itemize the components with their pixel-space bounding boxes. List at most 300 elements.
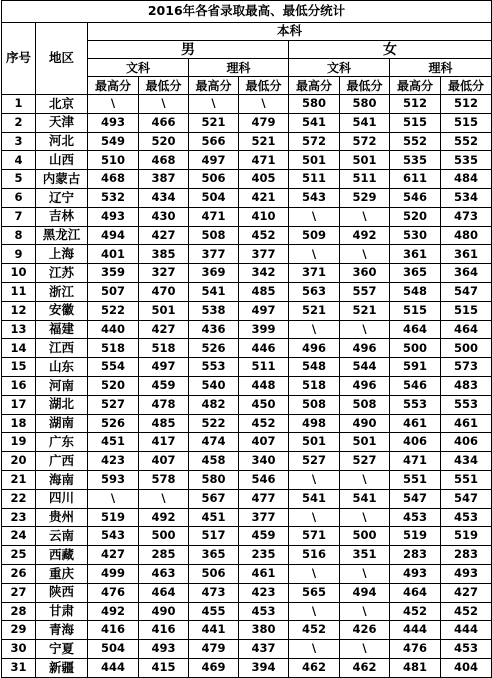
- male-like-min: 421: [239, 188, 289, 207]
- male-wenke-min: 518: [139, 339, 189, 358]
- male-wenke-max: 416: [88, 621, 139, 640]
- row-number: 18: [2, 414, 36, 433]
- female-like-max: 546: [390, 188, 441, 207]
- female-wenke-min: \: [340, 602, 390, 621]
- male-like-max: 538: [189, 301, 239, 320]
- female-wenke-max: 516: [289, 546, 340, 565]
- table-row: [2, 339, 492, 358]
- table-row: [2, 376, 492, 395]
- male-like-max: 436: [189, 320, 239, 339]
- male-wenke-max: \: [88, 95, 139, 114]
- female-like-max: 471: [390, 452, 441, 471]
- female-like-max: 444: [390, 621, 441, 640]
- male-like-max: 471: [189, 207, 239, 226]
- region-name: 山西: [36, 151, 88, 170]
- female-like-max: 530: [390, 226, 441, 245]
- region-name: 河北: [36, 132, 88, 151]
- male-wenke-min: 578: [139, 470, 189, 489]
- female-like-max: 452: [390, 602, 441, 621]
- male-like-min: 405: [239, 170, 289, 189]
- female-like-min: 519: [441, 527, 492, 546]
- female-wenke-max: 462: [289, 658, 340, 677]
- female-wenke-min: 511: [340, 170, 390, 189]
- region-name: 江西: [36, 339, 88, 358]
- male-wenke-max: 549: [88, 132, 139, 151]
- row-number: 10: [2, 264, 36, 283]
- region-name: 黑龙江: [36, 226, 88, 245]
- male-wenke-max: 476: [88, 583, 139, 602]
- female-wenke-min: 501: [340, 433, 390, 452]
- female-wenke-min: 541: [340, 113, 390, 132]
- male-like-min: 377: [239, 508, 289, 527]
- row-number: 24: [2, 527, 36, 546]
- region-name: 云南: [36, 527, 88, 546]
- male-wenke-min: \: [139, 489, 189, 508]
- male-like-min: 497: [239, 301, 289, 320]
- score-table: [1, 0, 492, 678]
- row-number: 14: [2, 339, 36, 358]
- female-like-max: 406: [390, 433, 441, 452]
- male-wenke-min: 500: [139, 527, 189, 546]
- row-number: 8: [2, 226, 36, 245]
- female-like-max: 520: [390, 207, 441, 226]
- region-name: 海南: [36, 470, 88, 489]
- max-header: 最高分: [88, 77, 139, 95]
- male-wenke-min: 387: [139, 170, 189, 189]
- male-wenke-max: 492: [88, 602, 139, 621]
- female-like-header: 理科: [390, 59, 492, 77]
- female-like-min: 453: [441, 508, 492, 527]
- male-wenke-min: 407: [139, 452, 189, 471]
- female-wenke-max: \: [289, 320, 340, 339]
- male-like-max: 497: [189, 151, 239, 170]
- row-number: 16: [2, 376, 36, 395]
- male-wenke-max: 493: [88, 113, 139, 132]
- female-like-min: 427: [441, 583, 492, 602]
- female-wenke-min: 501: [340, 151, 390, 170]
- table-row: [2, 433, 492, 452]
- male-like-min: 423: [239, 583, 289, 602]
- male-like-min: 437: [239, 640, 289, 659]
- male-wenke-max: 518: [88, 339, 139, 358]
- male-wenke-min: 501: [139, 301, 189, 320]
- male-wenke-min: 478: [139, 395, 189, 414]
- male-like-min: 342: [239, 264, 289, 283]
- female-like-max: 481: [390, 658, 441, 677]
- min-header: 最低分: [340, 77, 390, 95]
- female-wenke-min: \: [340, 640, 390, 659]
- male-like-max: 377: [189, 245, 239, 264]
- female-like-max: 552: [390, 132, 441, 151]
- table-row: [2, 207, 492, 226]
- male-like-max: 517: [189, 527, 239, 546]
- female-wenke-max: 501: [289, 151, 340, 170]
- row-number: 21: [2, 470, 36, 489]
- male-like-header: 理科: [189, 59, 289, 77]
- female-wenke-max: 498: [289, 414, 340, 433]
- female-wenke-min: 557: [340, 282, 390, 301]
- female-wenke-min: 360: [340, 264, 390, 283]
- female-like-min: 464: [441, 320, 492, 339]
- female-like-max: 461: [390, 414, 441, 433]
- male-like-min: 446: [239, 339, 289, 358]
- female-wenke-max: \: [289, 602, 340, 621]
- male-wenke-max: 427: [88, 546, 139, 565]
- region-name: 甘肃: [36, 602, 88, 621]
- male-header: 男: [88, 41, 289, 59]
- male-wenke-max: 440: [88, 320, 139, 339]
- table-row: [2, 414, 492, 433]
- female-like-max: 515: [390, 301, 441, 320]
- female-wenke-max: 527: [289, 452, 340, 471]
- male-wenke-max: 504: [88, 640, 139, 659]
- region-name: 江苏: [36, 264, 88, 283]
- female-like-max: 512: [390, 95, 441, 114]
- table-row: [2, 301, 492, 320]
- male-wenke-min: 463: [139, 564, 189, 583]
- male-wenke-max: 468: [88, 170, 139, 189]
- table-row: [2, 264, 492, 283]
- male-like-min: 407: [239, 433, 289, 452]
- male-wenke-max: 532: [88, 188, 139, 207]
- table-row: [2, 489, 492, 508]
- female-wenke-max: \: [289, 207, 340, 226]
- male-like-min: 340: [239, 452, 289, 471]
- male-wenke-min: 497: [139, 358, 189, 377]
- table-row: [2, 527, 492, 546]
- female-like-min: 484: [441, 170, 492, 189]
- male-wenke-max: 543: [88, 527, 139, 546]
- female-like-min: 515: [441, 113, 492, 132]
- female-wenke-max: 509: [289, 226, 340, 245]
- table-row: [2, 320, 492, 339]
- male-like-max: 455: [189, 602, 239, 621]
- female-like-min: 473: [441, 207, 492, 226]
- region-name: 天津: [36, 113, 88, 132]
- table-row: [2, 245, 492, 264]
- female-wenke-max: 371: [289, 264, 340, 283]
- male-like-min: 461: [239, 564, 289, 583]
- female-wenke-max: 571: [289, 527, 340, 546]
- female-wenke-max: 580: [289, 95, 340, 114]
- region-name: 重庆: [36, 564, 88, 583]
- row-number: 11: [2, 282, 36, 301]
- region-name: 宁夏: [36, 640, 88, 659]
- female-like-max: 464: [390, 320, 441, 339]
- row-number: 25: [2, 546, 36, 565]
- male-like-min: 477: [239, 489, 289, 508]
- female-wenke-min: 529: [340, 188, 390, 207]
- row-number: 9: [2, 245, 36, 264]
- male-like-max: 508: [189, 226, 239, 245]
- male-wenke-min: \: [139, 95, 189, 114]
- female-wenke-max: 565: [289, 583, 340, 602]
- benke-header: 本科: [88, 23, 492, 41]
- male-wenke-min: 470: [139, 282, 189, 301]
- male-wenke-min: 464: [139, 583, 189, 602]
- male-like-min: 452: [239, 414, 289, 433]
- female-like-min: 553: [441, 395, 492, 414]
- female-like-min: 535: [441, 151, 492, 170]
- male-like-max: 506: [189, 564, 239, 583]
- female-like-min: 493: [441, 564, 492, 583]
- region-name: 辽宁: [36, 188, 88, 207]
- max-header: 最高分: [189, 77, 239, 95]
- region-name: 吉林: [36, 207, 88, 226]
- male-like-min: 521: [239, 132, 289, 151]
- male-like-max: 441: [189, 621, 239, 640]
- table-row: [2, 113, 492, 132]
- male-like-max: 567: [189, 489, 239, 508]
- female-like-max: 547: [390, 489, 441, 508]
- female-wenke-min: 580: [340, 95, 390, 114]
- female-like-min: 512: [441, 95, 492, 114]
- male-like-max: 469: [189, 658, 239, 677]
- female-wenke-min: 496: [340, 339, 390, 358]
- female-wenke-min: 351: [340, 546, 390, 565]
- male-wenke-min: 468: [139, 151, 189, 170]
- female-like-max: 548: [390, 282, 441, 301]
- row-number: 23: [2, 508, 36, 527]
- table-row: [2, 621, 492, 640]
- region-name: 湖南: [36, 414, 88, 433]
- female-wenke-max: 572: [289, 132, 340, 151]
- row-number: 28: [2, 602, 36, 621]
- male-wenke-min: 466: [139, 113, 189, 132]
- female-like-min: 500: [441, 339, 492, 358]
- male-wenke-min: 490: [139, 602, 189, 621]
- table-row: [2, 583, 492, 602]
- female-like-min: 483: [441, 376, 492, 395]
- male-like-max: 580: [189, 470, 239, 489]
- female-wenke-min: 521: [340, 301, 390, 320]
- female-wenke-min: 544: [340, 358, 390, 377]
- male-wenke-min: 520: [139, 132, 189, 151]
- male-wenke-max: 444: [88, 658, 139, 677]
- male-like-max: \: [189, 95, 239, 114]
- male-wenke-max: \: [88, 489, 139, 508]
- female-wenke-min: \: [340, 245, 390, 264]
- row-number: 27: [2, 583, 36, 602]
- male-wenke-min: 459: [139, 376, 189, 395]
- male-like-min: 235: [239, 546, 289, 565]
- row-number: 19: [2, 433, 36, 452]
- male-like-min: 471: [239, 151, 289, 170]
- male-wenke-min: 417: [139, 433, 189, 452]
- female-like-min: 444: [441, 621, 492, 640]
- row-number: 1: [2, 95, 36, 114]
- table-row: [2, 282, 492, 301]
- female-wenke-min: 494: [340, 583, 390, 602]
- male-like-min: 452: [239, 226, 289, 245]
- female-wenke-max: 521: [289, 301, 340, 320]
- row-number: 30: [2, 640, 36, 659]
- male-like-max: 365: [189, 546, 239, 565]
- row-number: 22: [2, 489, 36, 508]
- female-like-max: 551: [390, 470, 441, 489]
- female-like-max: 553: [390, 395, 441, 414]
- female-wenke-min: 490: [340, 414, 390, 433]
- male-wenke-min: 493: [139, 640, 189, 659]
- female-like-min: 480: [441, 226, 492, 245]
- female-like-min: 547: [441, 489, 492, 508]
- male-wenke-min: 427: [139, 320, 189, 339]
- table-title: 2016年各省录取最高、最低分统计: [2, 1, 492, 23]
- table-row: [2, 546, 492, 565]
- male-wenke-max: 493: [88, 207, 139, 226]
- female-like-min: 534: [441, 188, 492, 207]
- male-like-min: 450: [239, 395, 289, 414]
- female-wenke-max: \: [289, 564, 340, 583]
- female-wenke-max: 496: [289, 339, 340, 358]
- female-wenke-max: 541: [289, 489, 340, 508]
- male-like-max: 566: [189, 132, 239, 151]
- male-like-max: 506: [189, 170, 239, 189]
- male-wenke-min: 327: [139, 264, 189, 283]
- male-like-max: 541: [189, 282, 239, 301]
- region-name: 四川: [36, 489, 88, 508]
- male-like-min: \: [239, 95, 289, 114]
- min-header: 最低分: [239, 77, 289, 95]
- table-row: [2, 226, 492, 245]
- region-name: 安徽: [36, 301, 88, 320]
- male-like-min: 410: [239, 207, 289, 226]
- female-like-max: 500: [390, 339, 441, 358]
- female-like-min: 406: [441, 433, 492, 452]
- male-like-min: 479: [239, 113, 289, 132]
- female-like-min: 453: [441, 640, 492, 659]
- male-wenke-max: 359: [88, 264, 139, 283]
- male-like-max: 482: [189, 395, 239, 414]
- row-number: 7: [2, 207, 36, 226]
- male-like-max: 479: [189, 640, 239, 659]
- female-like-min: 573: [441, 358, 492, 377]
- row-number: 26: [2, 564, 36, 583]
- female-wenke-max: 518: [289, 376, 340, 395]
- male-wenke-max: 423: [88, 452, 139, 471]
- female-wenke-min: \: [340, 470, 390, 489]
- min-header: 最低分: [139, 77, 189, 95]
- female-like-max: 453: [390, 508, 441, 527]
- male-like-max: 504: [189, 188, 239, 207]
- table-row: [2, 508, 492, 527]
- region-name: 贵州: [36, 508, 88, 527]
- region-name: 浙江: [36, 282, 88, 301]
- max-header: 最高分: [390, 77, 441, 95]
- female-like-max: 519: [390, 527, 441, 546]
- table-row: [2, 188, 492, 207]
- female-like-max: 546: [390, 376, 441, 395]
- female-like-max: 283: [390, 546, 441, 565]
- region-name: 广西: [36, 452, 88, 471]
- male-wenke-max: 494: [88, 226, 139, 245]
- male-wenke-max: 522: [88, 301, 139, 320]
- female-wenke-max: 541: [289, 113, 340, 132]
- male-wenke-min: 415: [139, 658, 189, 677]
- female-wenke-max: \: [289, 470, 340, 489]
- table-row: [2, 640, 492, 659]
- region-name: 河南: [36, 376, 88, 395]
- male-wenke-min: 427: [139, 226, 189, 245]
- female-wenke-min: \: [340, 508, 390, 527]
- female-like-min: 547: [441, 282, 492, 301]
- male-wenke-min: 492: [139, 508, 189, 527]
- region-name: 湖北: [36, 395, 88, 414]
- male-like-max: 522: [189, 414, 239, 433]
- female-like-min: 283: [441, 546, 492, 565]
- row-number: 13: [2, 320, 36, 339]
- female-like-max: 611: [390, 170, 441, 189]
- female-wenke-min: \: [340, 207, 390, 226]
- female-like-max: 361: [390, 245, 441, 264]
- female-like-max: 493: [390, 564, 441, 583]
- table-row: [2, 395, 492, 414]
- row-number: 17: [2, 395, 36, 414]
- female-wenke-max: 508: [289, 395, 340, 414]
- male-wenke-min: 434: [139, 188, 189, 207]
- female-like-min: 434: [441, 452, 492, 471]
- male-like-min: 399: [239, 320, 289, 339]
- row-number: 31: [2, 658, 36, 677]
- table-row: [2, 452, 492, 471]
- male-wenke-max: 451: [88, 433, 139, 452]
- male-wenke-max: 593: [88, 470, 139, 489]
- table-row: [2, 602, 492, 621]
- female-wenke-max: 452: [289, 621, 340, 640]
- female-wenke-header: 文科: [289, 59, 390, 77]
- female-like-min: 404: [441, 658, 492, 677]
- max-header: 最高分: [289, 77, 340, 95]
- female-wenke-max: \: [289, 508, 340, 527]
- male-like-max: 540: [189, 376, 239, 395]
- female-wenke-max: \: [289, 245, 340, 264]
- female-wenke-min: 508: [340, 395, 390, 414]
- region-name: 青海: [36, 621, 88, 640]
- female-wenke-min: 541: [340, 489, 390, 508]
- seq-header: 序号: [2, 23, 36, 95]
- male-like-max: 369: [189, 264, 239, 283]
- region-name: 广东: [36, 433, 88, 452]
- female-wenke-max: 543: [289, 188, 340, 207]
- male-wenke-max: 526: [88, 414, 139, 433]
- row-number: 2: [2, 113, 36, 132]
- male-like-min: 377: [239, 245, 289, 264]
- female-like-max: 515: [390, 113, 441, 132]
- male-like-max: 521: [189, 113, 239, 132]
- female-wenke-min: 572: [340, 132, 390, 151]
- male-wenke-header: 文科: [88, 59, 189, 77]
- female-wenke-min: 496: [340, 376, 390, 395]
- female-like-max: 365: [390, 264, 441, 283]
- region-name: 福建: [36, 320, 88, 339]
- female-like-max: 476: [390, 640, 441, 659]
- male-like-min: 459: [239, 527, 289, 546]
- male-like-min: 546: [239, 470, 289, 489]
- female-like-min: 452: [441, 602, 492, 621]
- male-like-min: 394: [239, 658, 289, 677]
- male-like-max: 474: [189, 433, 239, 452]
- table-row: [2, 470, 492, 489]
- female-wenke-max: 511: [289, 170, 340, 189]
- region-name: 北京: [36, 95, 88, 114]
- region-name: 上海: [36, 245, 88, 264]
- male-wenke-min: 285: [139, 546, 189, 565]
- male-wenke-min: 416: [139, 621, 189, 640]
- male-wenke-max: 499: [88, 564, 139, 583]
- female-wenke-min: \: [340, 320, 390, 339]
- region-name: 山东: [36, 358, 88, 377]
- female-wenke-max: 548: [289, 358, 340, 377]
